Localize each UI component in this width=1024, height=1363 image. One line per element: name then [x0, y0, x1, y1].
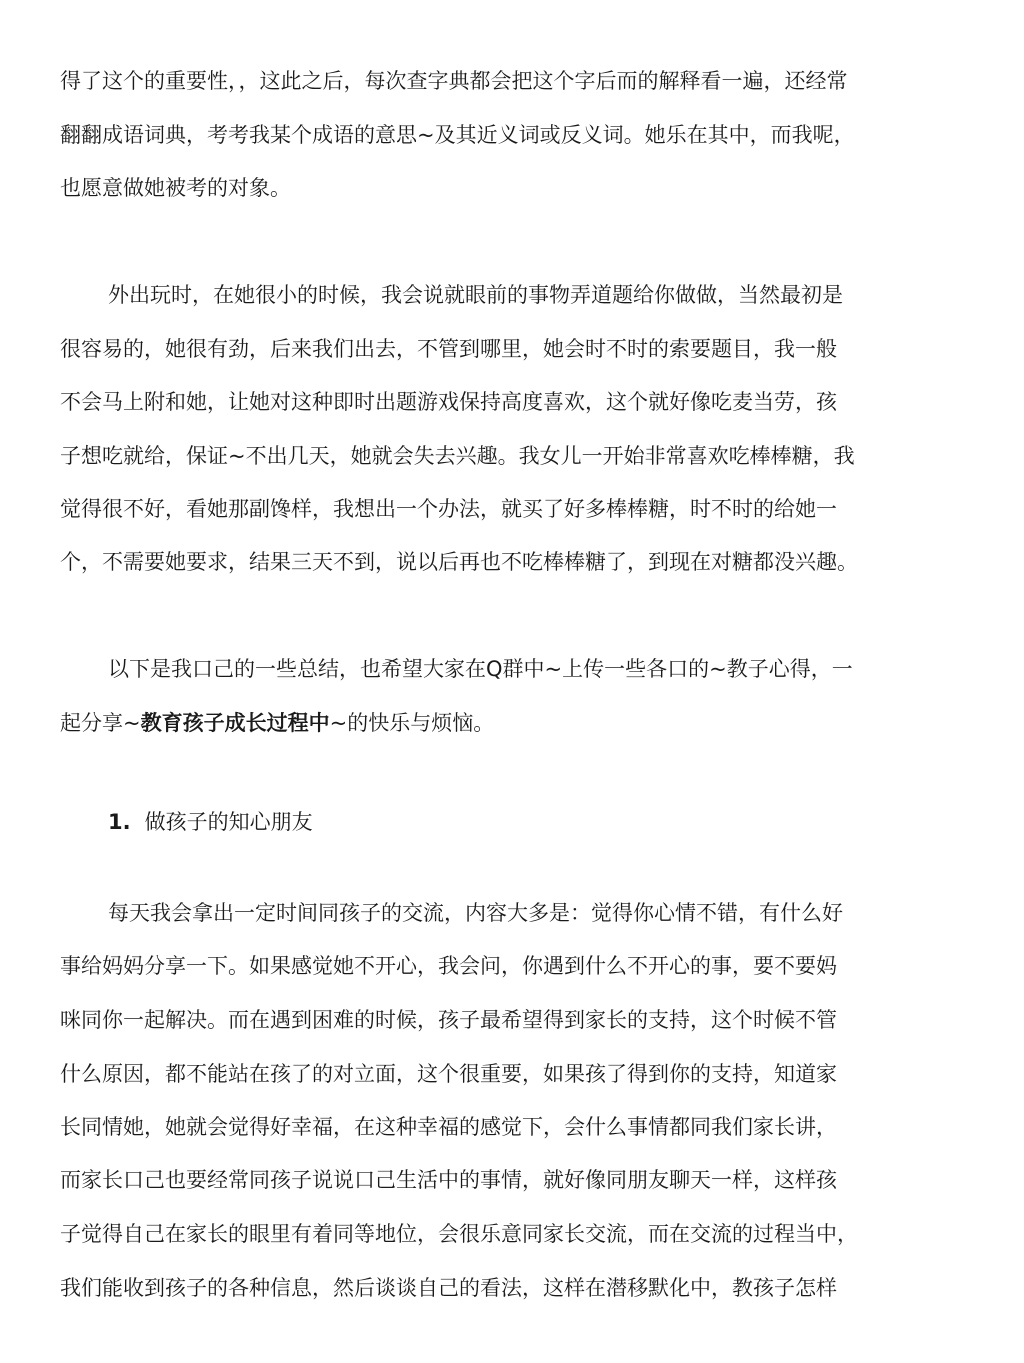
paragraph-line: 个，不需要她要求，结果三天不到，说以后再也不吃棒棒糖了，到现在对糖都没兴趣。: [60, 550, 858, 574]
section-heading: [108, 807, 313, 837]
paragraph-line: 很容易的，她很有劲，后来我们出去，不管到哪里，她会时不时的索要题目，我一般: [60, 337, 837, 361]
line-text: 起分享~: [60, 711, 141, 735]
paragraph-line: 觉得很不好，看她那副馋样，我想出一个办法，就买了好多棒棒糖，时不时的给她一: [60, 497, 837, 521]
paragraph-line: 长同情她，她就会觉得好幸福，在这种幸福的感觉下，会什么事情都同我们家长讲，: [60, 1115, 837, 1139]
paragraph-line: 我们能收到孩子的各种信息，然后谈谈自己的看法，这样在潜移默化中，教孩子怎样: [60, 1276, 837, 1300]
section-title: 做孩子的知心朋友: [144, 810, 313, 834]
paragraph-line: 子想吃就给，保证~不出几天，她就会失去兴趣。我女儿一开始非常喜欢吃棒棒糖，我: [60, 444, 855, 468]
paragraph-line: 子觉得自己在家长的眼里有着同等地位，会很乐意同家长交流，而在交流的过程当中，: [60, 1222, 858, 1246]
paragraph-line: 得了这个的重要性，，这此之后，每次查字典都会把这个字后而的解释看一遍，还经常: [60, 69, 848, 93]
paragraph-line: 事给妈妈分享一下。如果感觉她不开心，我会问，你遇到什么不开心的事，要不要妈: [60, 954, 837, 978]
paragraph-line: 什么原因，都不能站在孩了的对立面，这个很重要，如果孩了得到你的支持，知道家: [60, 1062, 837, 1086]
paragraph-line: 咪同你一起解决。而在遇到困难的时候，孩子最希望得到家长的支持，这个时候不管: [60, 1008, 837, 1032]
emphasized-text: 教育孩子成长过程中: [140, 711, 330, 735]
paragraph-line: 翻翻成语词典，考考我某个成语的意思~及其近义词或反义词。她乐在其中，而我呢，: [60, 123, 855, 147]
section-number: 1.: [108, 810, 131, 834]
paragraph-line: 也愿意做她被考的对象。: [60, 176, 291, 200]
line-text: ~的快乐与烦恼。: [329, 711, 495, 735]
paragraph-line: 每天我会拿出一定时间同孩子的交流，内容大多是：觉得你心情不错，有什么好: [108, 901, 843, 925]
paragraph-line: 而家长口己也要经常同孩子说说口己生活中的事情，就好像同朋友聊天一样，这样孩: [60, 1168, 837, 1192]
paragraph-line: 外出玩时，在她很小的时候，我会说就眼前的事物弄道题给你做做，当然最初是: [108, 283, 843, 307]
paragraph-line: [60, 708, 960, 738]
paragraph-line: 不会马上附和她，让她对这种即时出题游戏保持高度喜欢，这个就好像吃麦当劳，孩: [60, 390, 837, 414]
paragraph-line: 以下是我口己的一些总结，也希望大家在Q群中~上传一些各口的~教子心得，一: [108, 657, 853, 681]
